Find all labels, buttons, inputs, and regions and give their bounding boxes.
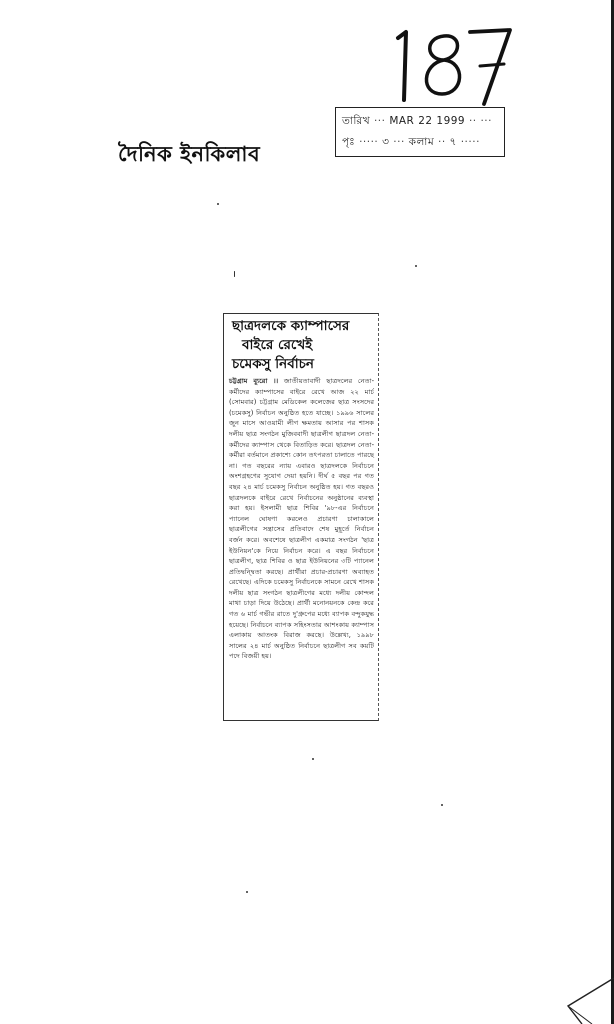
article-body: জাতীয়তাবাদী ছাত্রদলের নেতা-কর্মীদের ক্যাম্পাসের বাইরে রেখে আজ ২২ মার্চ (সোমবার) চট্টগ্রাম মেডিকেল কলেজের ছাত্র সংসদের (চমেকসু) নির্বাচন অনুষ্ঠিত হতে যাচ্ছে। ১৯৯৬ সালের জুন মাসে আওয়ামী লীগ ক্ষমতায় আসার পর শাসক দলীয় ছাত্র সংগঠন মুজিববাদী ছাত্রলীগ ছাত্রদল নেতা-কর্মীদের ক্যাম্পাস থেকে বিতাড়িত করে। ছাত্রদল নেতা-কর্মীরা বর্তমানে প্রকাশ্যে কোন তৎপরতা চালাতে পারছে না। গত বছরের ন্যায় এবারও ছাত্রদলকে নির্বাচনে অংশগ্রহণের সুযোগ দেয়া হয়নি। দীর্ঘ ৫ বছর পর গত বছর ২৪ মার্চ চমেকসু নির্বাচন অনুষ্ঠিত হয়। গত বছরও ছাত্রদলকে বাইরে রেখে নির্বাচনের অনুষ্ঠানের ব্যবস্থা করা হয়। ইসলামী ছাত্র শিবির '৯৮-এর নির্বাচনে প্যানেল ঘোষণা করলেও প্রচারণা চালাকালে ছাত্রলীগের সন্ত্রাসের প্রতিবাদে শেষ মুহূর্তে নির্বাচন বর্জন করে। অবশেষে ছাত্রলীগ একমাত্র সংগঠন 'ছাত্র ইউনিয়ন'কে নিয়ে নির্বাচন করে। এ বছর নির্বাচনে ছাত্রলীগ, ছাত্র শিবির ও ছাত্র ইউনিয়নের ৩টি প্যানেল প্রতিদ্বন্দ্বিতা করছে। প্রার্থীরা প্রচার-প্রচারণা অব্যাহত রেখেছে। এদিকে চমেকসু নির্বাচনকে সামনে রেখে শাসক দলীয় ছাত্র সংগঠন ছাত্রলীগের মধ্যে দলীয় কোন্দল মাথা চাড়া দিয়ে উঠেছে। প্রার্থী মনোনয়নকে কেন্দ্র করে গত ৬ মার্চ গভীর রাতে দু'গ্রুপের মধ্যে ব্যাপক বন্দুকযুদ্ধ হয়েছে। নির্বাচনে ব্যাপক সহিংসতার আশংকায় ক্যাম্পাস এলাকায় আতংক বিরাজ করছে। উল্লেখ্য, ১৯৯৮ সালের ২৪ মার্চ অনুষ্ঠিত নির্বাচনে ছাত্রলীগ সব কয়টি পদে বিজয়ী হয়। [229, 377, 374, 661]
speck [441, 804, 443, 806]
speck [234, 271, 235, 277]
speck [415, 265, 417, 267]
stamp-page-value: ৩ [382, 136, 390, 148]
stamp-date-value: MAR 22 1999 [389, 115, 466, 127]
folded-corner [562, 972, 614, 1024]
stamp-page-label: পৃঃ [342, 136, 356, 148]
speck [217, 203, 219, 205]
archive-stamp [335, 107, 505, 157]
stamp-page-row: পৃঃ ····· ৩ ··· কলাম ·· ৭ ····· [342, 136, 480, 148]
headline-line-2: বাইরে রেখেই [242, 337, 313, 353]
stamp-date-row: তারিখ ··· MAR 22 1999 ·· ··· [342, 115, 492, 127]
article-dateline: চট্টগ্রাম ব্যুরো ।। [229, 377, 279, 385]
handwritten-number [384, 8, 524, 108]
headline-line-1: ছাত্রদলকে ক্যাম্পাসের [232, 318, 350, 334]
article-headline [224, 314, 378, 376]
newspaper-name: দৈনিক ইনকিলাব [118, 142, 261, 166]
headline-line-3: চমেকসু নির্বাচন [232, 356, 314, 372]
speck [246, 891, 248, 893]
stamp-date-label: তারিখ [342, 115, 371, 127]
stamp-column-label: কলাম [408, 136, 435, 148]
stamp-column-value: ৭ [449, 136, 457, 148]
news-clipping [223, 313, 379, 721]
speck [312, 758, 314, 760]
article-body-wrapper [224, 376, 378, 662]
